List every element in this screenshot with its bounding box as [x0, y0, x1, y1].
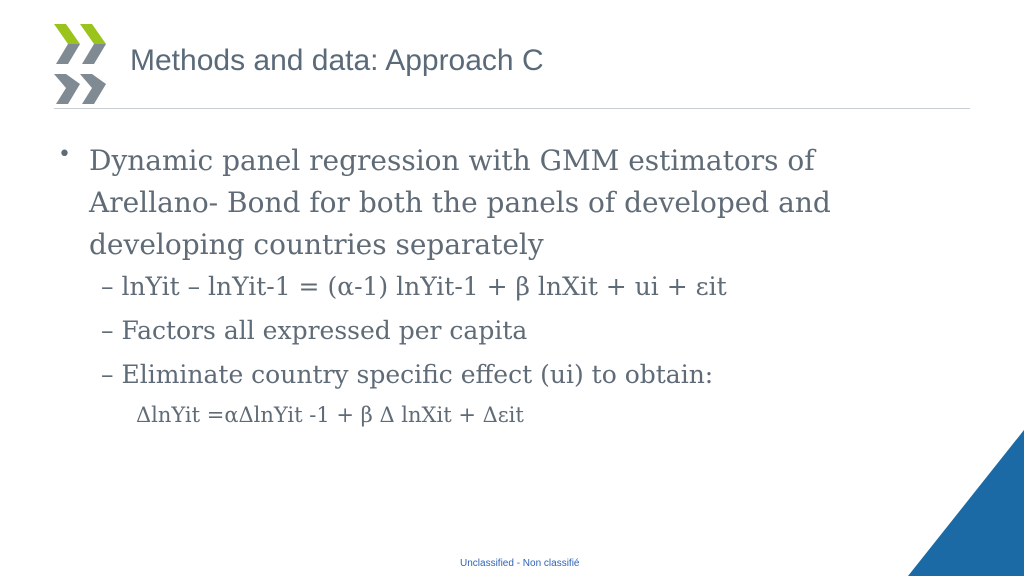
- main-bullet-line: Arellano- Bond for both the panels of developed and: [89, 186, 831, 219]
- sub-bullet-per-capita: – Factors all expressed per capita: [101, 316, 528, 345]
- sub-bullet-equation: – lnYit – lnYit-1 = (α-1) lnYit-1 + β lnXit + ui + εit: [101, 272, 727, 301]
- classification-footer: Unclassified - Non classifié: [460, 558, 580, 569]
- main-bullet-line: Dynamic panel regression with GMM estimators of: [89, 144, 815, 177]
- bullet-dot-icon: •: [58, 142, 71, 167]
- sub-bullet-eliminate-effect: – Eliminate country specific effect (ui) to obtain:: [101, 360, 714, 389]
- difference-equation: ΔlnYit =αΔlnYit -1 + β Δ lnXit + Δεit: [136, 403, 524, 427]
- slide-title: Methods and data: Approach C: [130, 44, 544, 77]
- main-bullet: [89, 140, 831, 266]
- oecd-chevron-logo: [54, 24, 110, 106]
- title-divider: [54, 108, 970, 109]
- main-bullet-line: developing countries separately: [89, 228, 544, 261]
